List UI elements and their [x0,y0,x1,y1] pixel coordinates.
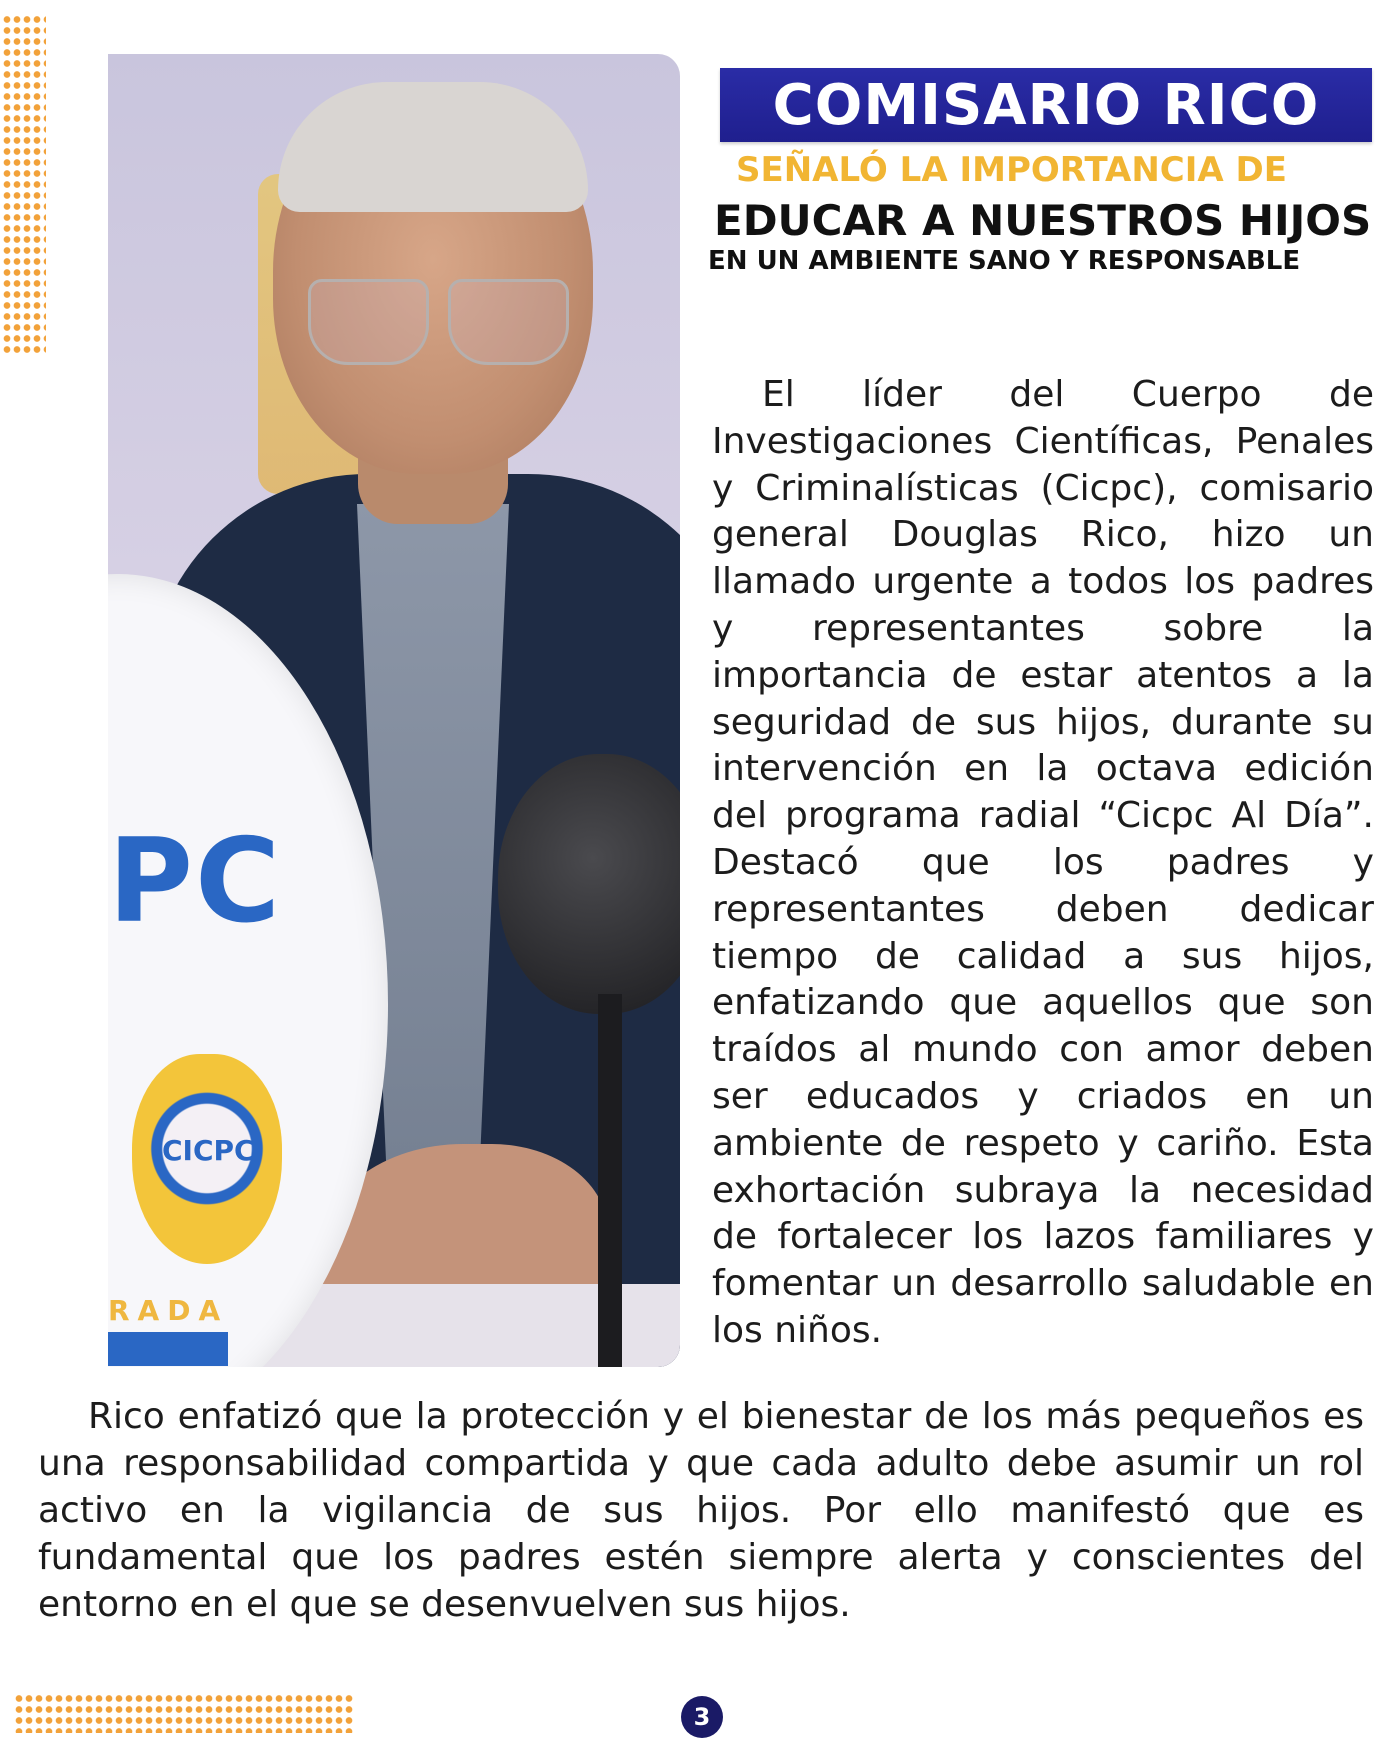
title-banner [720,68,1372,142]
decorative-dots-top-left [2,14,46,354]
article-paragraph-2: Rico enfatizó que la protección y el bienestar de los más pequeños es una responsabilidad compartida y que cada adulto debe asumir un rol activo en la vigilancia de sus hijos. Por ello manifestó que es fundamental que los padres estén siempre alerta y conscientes del entorno en el que se desenvuelven sus hijos. [38,1396,1364,1625]
photo-hair [278,82,588,212]
article-photo [108,54,680,1367]
glasses-left-lens [308,279,429,365]
article-paragraph-1: El líder del Cuerpo de Investigaciones Científicas, Penales y Criminalísticas (Cicpc), comisario general Douglas Rico, hizo un llamado urgente a todos los padres y representantes sobre la importancia de estar atentos a la seguridad de sus hijos, durante su intervención en la octava edición del programa radial “Cicpc Al Día”. Destacó que los padres y representantes deben dedicar tiempo de calidad a sus hijos, enfatizando que aquellos que son traídos al mundo con amor deben ser educados y criados en un ambiente de respeto y cariño. Esta exhortación subraya la necesidad de fortalecer los lazos familiares y fomentar un desarrollo saludable en los niños. [712,374,1374,1351]
glasses-right-lens [448,279,569,365]
badge-text: CICPC [162,1134,255,1167]
page-number: 3 [681,1696,723,1738]
sign-blue-bar [108,1332,228,1366]
page-title: COMISARIO RICO [772,72,1320,138]
microphone-icon [498,754,680,1014]
subtitle-line-1: SEÑALÓ LA IMPORTANCIA DE [736,150,1287,190]
subtitle-line-2: EDUCAR A NUESTROS HIJOS [714,196,1372,245]
sign-text: PC [108,814,283,949]
decorative-dots-bottom-left [14,1693,354,1733]
microphone-stand [598,994,622,1367]
sign-bottom-text: RADA [108,1294,229,1327]
subtitle-line-3: EN UN AMBIENTE SANO Y RESPONSABLE [708,246,1301,276]
